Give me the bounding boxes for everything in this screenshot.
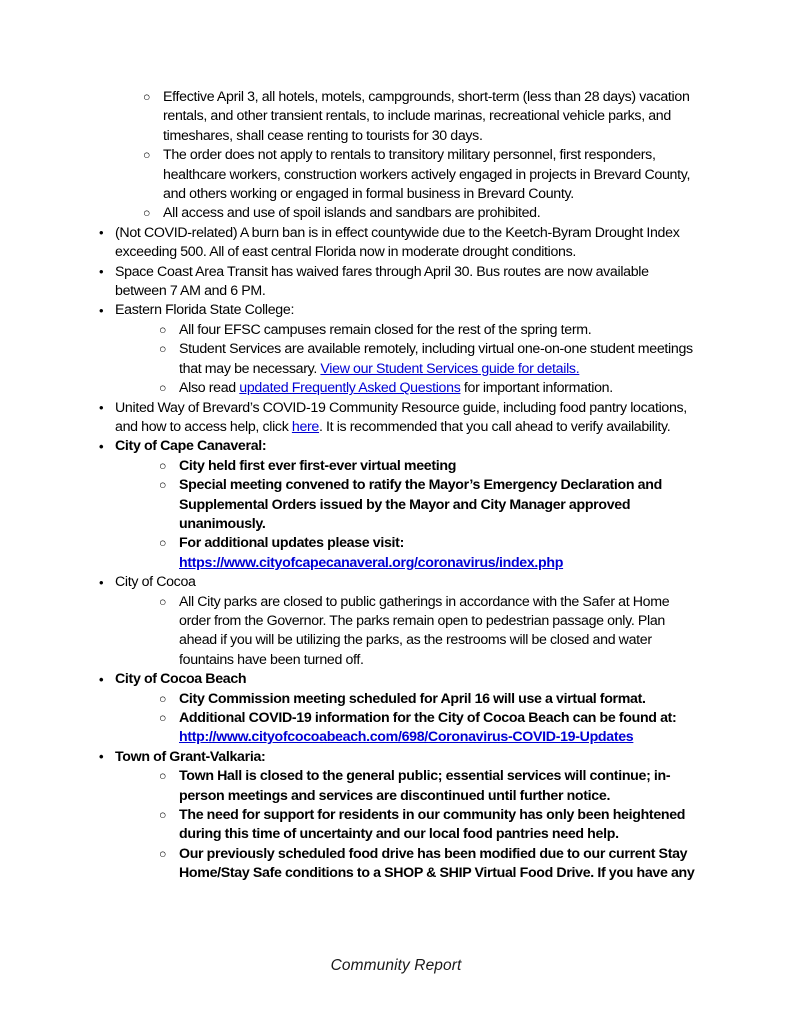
list-item-text: Special meeting convened to ratify the Mayor’s Emergency Declaration and Supplemental Orders issued by the Mayor and City Manager approved unanimously. xyxy=(179,477,662,532)
list-item xyxy=(159,340,700,379)
sublist-efsc xyxy=(115,321,700,399)
bullet-dot-icon: • xyxy=(99,438,104,454)
bullet-circle-icon: ○ xyxy=(159,594,167,609)
list-item-text: City Commission meeting scheduled for April 16 will use a virtual format. xyxy=(179,690,646,707)
bullet-dot-icon: • xyxy=(99,302,104,318)
list-item-city-of-cocoa xyxy=(99,573,700,670)
list-item-text: City held first ever first-ever virtual meeting xyxy=(179,457,457,474)
list-item xyxy=(159,767,700,806)
list-item xyxy=(159,379,700,398)
page-footer xyxy=(0,957,792,975)
bullet-circle-icon: ○ xyxy=(159,711,167,725)
footer-label: Community Report xyxy=(330,957,462,974)
list-item-text: The need for support for residents in our community has only been heightened during this time of uncertainty and our local food pantries need help. xyxy=(179,807,686,843)
bullet-circle-icon: ○ xyxy=(159,458,167,473)
sublist-grant-valkaria xyxy=(115,767,700,883)
list-item-text: All four EFSC campuses remain closed for the rest of the spring term. xyxy=(179,321,592,338)
list-item-text: Our previously scheduled food drive has been modified due to our current Stay Home/Stay Safe conditions to a SHOP & SHIP Virtual Food Drive. If you have any xyxy=(179,845,695,882)
section-heading-grant-valkaria: Town of Grant-Valkaria: xyxy=(115,748,266,765)
list-item xyxy=(159,321,700,340)
list-item-city-of-cape-canaveral xyxy=(99,437,700,573)
list-item-united-way xyxy=(99,399,700,438)
list-item-text: The order does not apply to rentals to transitory military personnel, first responders, healthcare workers, construction workers actively engaged in projects in Brevard County, and others working or engaged in formal business in Brevard County. xyxy=(163,147,691,203)
list-item-text: All access and use of spoil islands and sandbars are prohibited. xyxy=(163,205,541,222)
united-way-here-link[interactable]: here xyxy=(291,418,320,435)
list-item-space-coast-transit xyxy=(99,263,700,302)
sublist-cocoa xyxy=(115,593,700,671)
list-item xyxy=(159,709,700,748)
bullet-dot-icon: • xyxy=(99,574,104,590)
bullet-circle-icon: ○ xyxy=(143,148,151,163)
student-services-guide-link[interactable]: View our Student Services guide for details. xyxy=(320,360,580,377)
list-item xyxy=(159,806,700,845)
list-item-text: Town Hall is closed to the general public; essential services will continue; in-person meetings and services are discontinued until further notice. xyxy=(179,768,671,804)
bullet-circle-icon: ○ xyxy=(159,769,167,784)
list-item-city-of-cocoa-beach xyxy=(99,670,700,748)
bullet-circle-icon: ○ xyxy=(159,381,167,396)
list-item-text: For additional updates please visit: xyxy=(179,535,404,552)
section-heading-cocoa: City of Cocoa xyxy=(115,574,196,591)
section-heading-cocoa-beach: City of Cocoa Beach xyxy=(115,671,247,688)
list-item xyxy=(159,476,700,534)
list-item xyxy=(159,690,700,709)
list-item xyxy=(159,593,700,671)
list-item-text: Effective April 3, all hotels, motels, campgrounds, short-term (less than 28 days) vacation rentals, and other transient rentals, to include marinas, recreational vehicle parks, and timeshares, shall cease renting to tourists for 30 days. xyxy=(163,89,690,144)
content-list xyxy=(99,88,700,884)
list-item xyxy=(143,204,700,223)
list-item xyxy=(159,845,700,884)
bullet-circle-icon: ○ xyxy=(159,322,167,337)
list-item-text-tail: for important information. xyxy=(460,380,613,397)
bullet-dot-icon: • xyxy=(99,749,104,765)
cape-canaveral-coronavirus-url[interactable]: https://www.cityofcapecanaveral.org/coronavirus/index.php xyxy=(179,554,564,571)
bullet-circle-icon: ○ xyxy=(159,808,167,823)
list-item-text-tail: . It is recommended that you call ahead to verify availability. xyxy=(319,418,671,435)
bullet-circle-icon: ○ xyxy=(159,536,167,551)
list-item-burn-ban xyxy=(99,224,700,263)
list-item-text: Also read xyxy=(179,380,240,397)
bullet-circle-icon: ○ xyxy=(143,206,151,221)
bullet-dot-icon: • xyxy=(99,225,104,241)
bullet-dot-icon: • xyxy=(99,264,104,280)
list-item-text: (Not COVID-related) A burn ban is in effect countywide due to the Keetch-Byram Drought Index exceeding 500. All of east central Florida now in moderate drought conditions. xyxy=(115,224,680,261)
list-item-town-of-grant-valkaria xyxy=(99,748,700,884)
section-heading-efsc: Eastern Florida State College: xyxy=(115,302,295,319)
document-body xyxy=(99,88,700,884)
bullet-circle-icon: ○ xyxy=(159,691,167,706)
list-item-text: Student Services are available remotely, including virtual one-on-one student meetings that may be necessary. xyxy=(179,341,693,377)
list-item-text: All City parks are closed to public gatherings in accordance with the Safer at Home order from the Governor. The parks remain open to pedestrian passage only. Plan ahead if you will be utilizing the parks, as the restrooms will be closed and water fountains have been turned off. xyxy=(179,593,670,668)
list-item xyxy=(143,146,700,204)
sublist-cape-canaveral xyxy=(115,457,700,573)
list-item-text: Additional COVID-19 information for the City of Cocoa Beach can be found at: xyxy=(179,710,677,726)
list-item xyxy=(143,88,700,146)
bullet-circle-icon: ○ xyxy=(143,90,151,104)
list-item-text: United Way of Brevard’s COVID-19 Community Resource guide, including food pantry locations, and how to access help, click xyxy=(115,399,687,435)
cocoa-beach-coronavirus-url[interactable]: http://www.cityofcocoabeach.com/698/Coronavirus-COVID-19-Updates xyxy=(179,729,634,746)
bullet-circle-icon: ○ xyxy=(159,342,167,357)
list-item-text: Space Coast Area Transit has waived fares through April 30. Bus routes are now available between 7 AM and 6 PM. xyxy=(115,263,649,300)
list-item-eastern-florida-state-college xyxy=(99,301,700,398)
list-item xyxy=(159,457,700,476)
bullet-circle-icon: ○ xyxy=(159,478,167,493)
faq-link[interactable]: updated Frequently Asked Questions xyxy=(239,380,461,397)
bullet-circle-icon: ○ xyxy=(159,846,167,861)
bullet-dot-icon: • xyxy=(99,671,104,687)
sublist-cocoa-beach xyxy=(115,690,700,748)
list-item xyxy=(159,534,700,573)
section-heading-cape-canaveral: City of Cape Canaveral: xyxy=(115,438,267,455)
bullet-dot-icon: • xyxy=(99,400,104,415)
